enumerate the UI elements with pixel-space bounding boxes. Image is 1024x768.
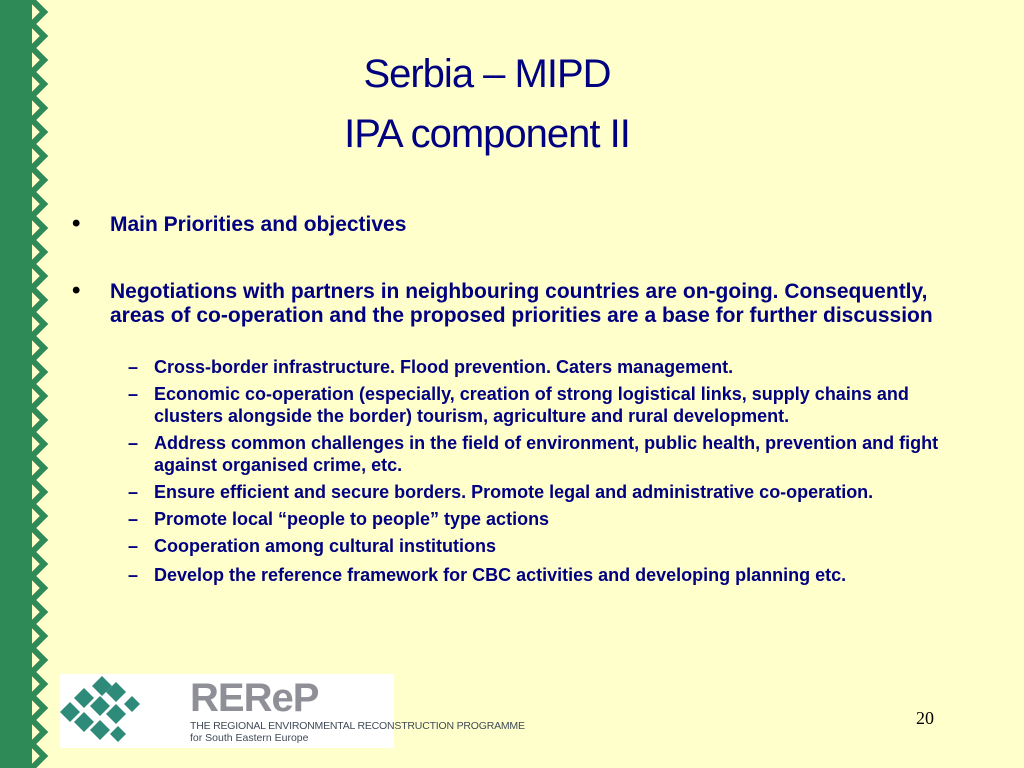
sub-bullet-list xyxy=(128,356,968,593)
bullet-negotiations: Negotiations with partners in neighbouring countries are on-going. Consequently, areas of co-operation and the proposed priorities are a base for further discussion xyxy=(110,280,933,327)
list-item-text: Economic co-operation (especially, creation of strong logistical links, supply chains and clusters alongside the border) tourism, agriculture and rural development. xyxy=(154,384,909,426)
list-item-text: Ensure efficient and secure borders. Promote legal and administrative co-operation. xyxy=(154,482,874,502)
list-item xyxy=(128,383,968,427)
list-item-text: Cross-border infrastructure. Flood prevention. Caters management. xyxy=(154,357,734,377)
dash-marker: – xyxy=(128,433,139,453)
rerep-logo xyxy=(60,674,525,748)
page-title-line-1: Serbia – MIPD xyxy=(363,52,611,96)
page-title-line-2: IPA component II xyxy=(344,112,630,156)
zigzag-edge-strip xyxy=(0,0,48,768)
list-item xyxy=(128,535,968,557)
dash-marker: – xyxy=(128,384,139,404)
logo-tagline: THE REGIONAL ENVIRONMENTAL RECONSTRUCTION PROGRAMME xyxy=(190,720,525,732)
bullet-main-priorities: Main Priorities and objectives xyxy=(110,213,407,236)
logo-wordmark: REReP xyxy=(190,676,319,720)
list-item xyxy=(128,356,968,378)
logo-subtagline: for South Eastern Europe xyxy=(190,732,309,744)
dash-marker: – xyxy=(128,357,139,377)
list-item-text: Address common challenges in the field of environment, public health, prevention and fight against organised crime, etc. xyxy=(154,433,939,475)
list-item-text: Develop the reference framework for CBC activities and developing planning etc. xyxy=(154,565,847,585)
dash-marker: – xyxy=(128,536,139,556)
list-item xyxy=(128,562,968,588)
list-item xyxy=(128,432,968,476)
list-item xyxy=(128,508,968,530)
dash-marker: – xyxy=(128,565,139,585)
list-item-text: Cooperation among cultural institutions xyxy=(154,536,496,556)
dash-marker: – xyxy=(128,482,139,502)
list-item-text: Promote local “people to people” type actions xyxy=(154,509,550,529)
page-number: 20 xyxy=(916,708,934,728)
bullet-marker: • xyxy=(72,277,81,304)
teal-diamond-cluster-icon xyxy=(60,674,186,748)
dash-marker: – xyxy=(128,509,139,529)
list-item xyxy=(128,481,968,503)
bullet-marker: • xyxy=(72,210,81,237)
